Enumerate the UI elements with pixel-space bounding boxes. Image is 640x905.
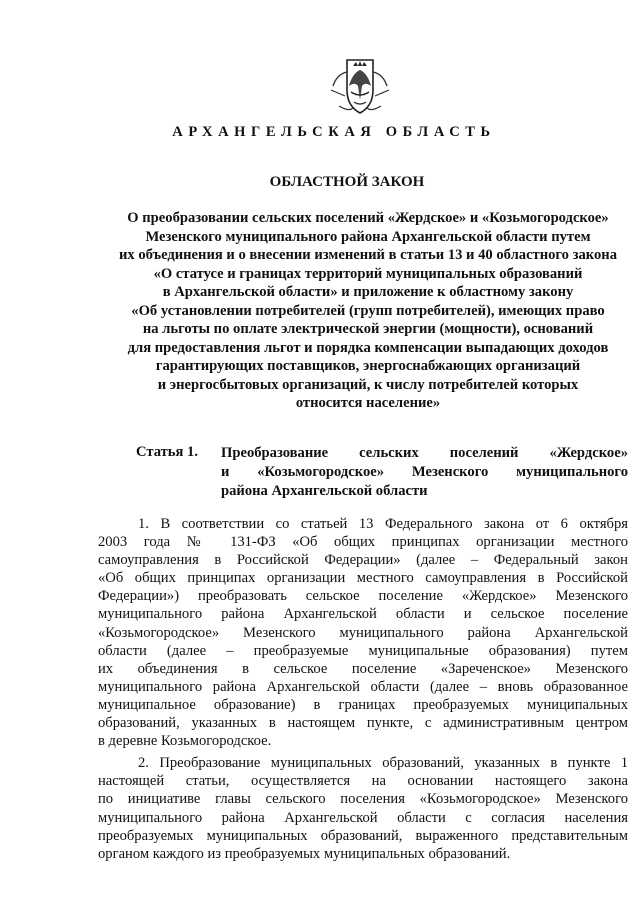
paragraph-line: Федерации») преобразовать сельское поселение «Жердское» Мезенского xyxy=(98,588,628,605)
paragraph-line: преобразуемых муниципальных образований, выраженного представительным xyxy=(98,827,628,844)
paragraph-line: муниципального района Архангельской области с согласия населения xyxy=(98,809,628,826)
region-name: АРХАНГЕЛЬСКАЯ ОБЛАСТЬ xyxy=(172,124,496,140)
article-number: Статья 1. xyxy=(136,444,198,460)
paragraph-line: 2003 года № 131-ФЗ «Об общих принципах организации местного xyxy=(98,534,628,551)
paragraph-2 xyxy=(98,754,628,863)
law-title-line: «О статусе и границах территорий муниципальных образований xyxy=(153,265,583,282)
paragraph-line: органом каждого из преобразуемых муниципальных образований. xyxy=(98,845,511,862)
article-title-line: Преобразование сельских поселений «Жердское» xyxy=(221,445,628,461)
law-title-line: гарантирующих поставщиков, энергоснабжающих организаций xyxy=(155,358,581,374)
paragraph-line: образований, указанных в настоящем пункте, с административным центром xyxy=(98,715,628,732)
paragraph-line: их объединения в сельское поселение «Зареченское» Мезенского xyxy=(98,660,628,677)
paragraph-line: муниципального района Архангельской области (далее – вновь образованное xyxy=(98,678,628,695)
law-title xyxy=(96,209,640,413)
paragraph-line: «Об общих принципах организации местного самоуправления в Российской xyxy=(98,570,628,587)
paragraph-line: по инициативе главы сельского поселения «Козьмогородское» Мезенского xyxy=(98,791,628,808)
paragraph-1 xyxy=(98,515,628,750)
paragraph-line: настоящей статьи, осуществляется на основании настоящего закона xyxy=(98,773,628,790)
paragraph-line: 2. Преобразование муниципальных образований, указанных в пункте 1 xyxy=(138,755,628,772)
article-title xyxy=(221,444,628,501)
coat-of-arms-icon xyxy=(329,56,391,116)
law-title-line: «Об установлении потребителей (групп потребителей), имеющих право xyxy=(131,302,605,319)
law-title-line: в Архангельской области» и приложение к областному закону xyxy=(162,284,574,300)
law-title-line: и энергосбытовых организаций, к числу потребителей которых xyxy=(157,376,579,393)
law-title-line: Мезенского муниципального района Архангельской области путем xyxy=(145,228,591,245)
law-title-line: для предоставления льгот и порядка компенсации выпадающих доходов xyxy=(127,339,609,356)
paragraph-line: в деревне Козьмогородское. xyxy=(98,733,272,750)
paragraph-line: муниципального района Архангельской области и сельское поселение xyxy=(98,606,628,623)
article-title-line: района Архангельской области xyxy=(221,483,428,499)
law-type-heading: ОБЛАСТНОЙ ЗАКОН xyxy=(269,174,425,190)
law-title-line: относится население» xyxy=(295,395,441,411)
law-title-line: их объединения и о внесении изменений в статьи 13 и 40 областного закона xyxy=(118,247,618,263)
paragraph-line: области (далее – преобразуемые муниципальные образования) путем xyxy=(98,642,628,659)
paragraph-line: «Козьмогородское» Мезенского муниципального района Архангельской xyxy=(98,624,628,641)
article-body xyxy=(98,515,628,863)
paragraph-line: муниципальное образование) в границах преобразуемых муниципальных xyxy=(98,696,628,713)
paragraph-line: 1. В соответствии со статьей 13 Федерального закона от 6 октября xyxy=(138,516,628,532)
article-title-line: и «Козьмогородское» Мезенского муниципального xyxy=(221,464,628,480)
paragraph-line: самоуправления в Российской Федерации» (далее – Федеральный закон xyxy=(98,552,628,569)
law-title-line: на льготы по оплате электрической энергии (мощности), оснований xyxy=(142,321,594,337)
law-title-line: О преобразовании сельских поселений «Жердское» и «Козьмогородское» xyxy=(127,210,609,226)
